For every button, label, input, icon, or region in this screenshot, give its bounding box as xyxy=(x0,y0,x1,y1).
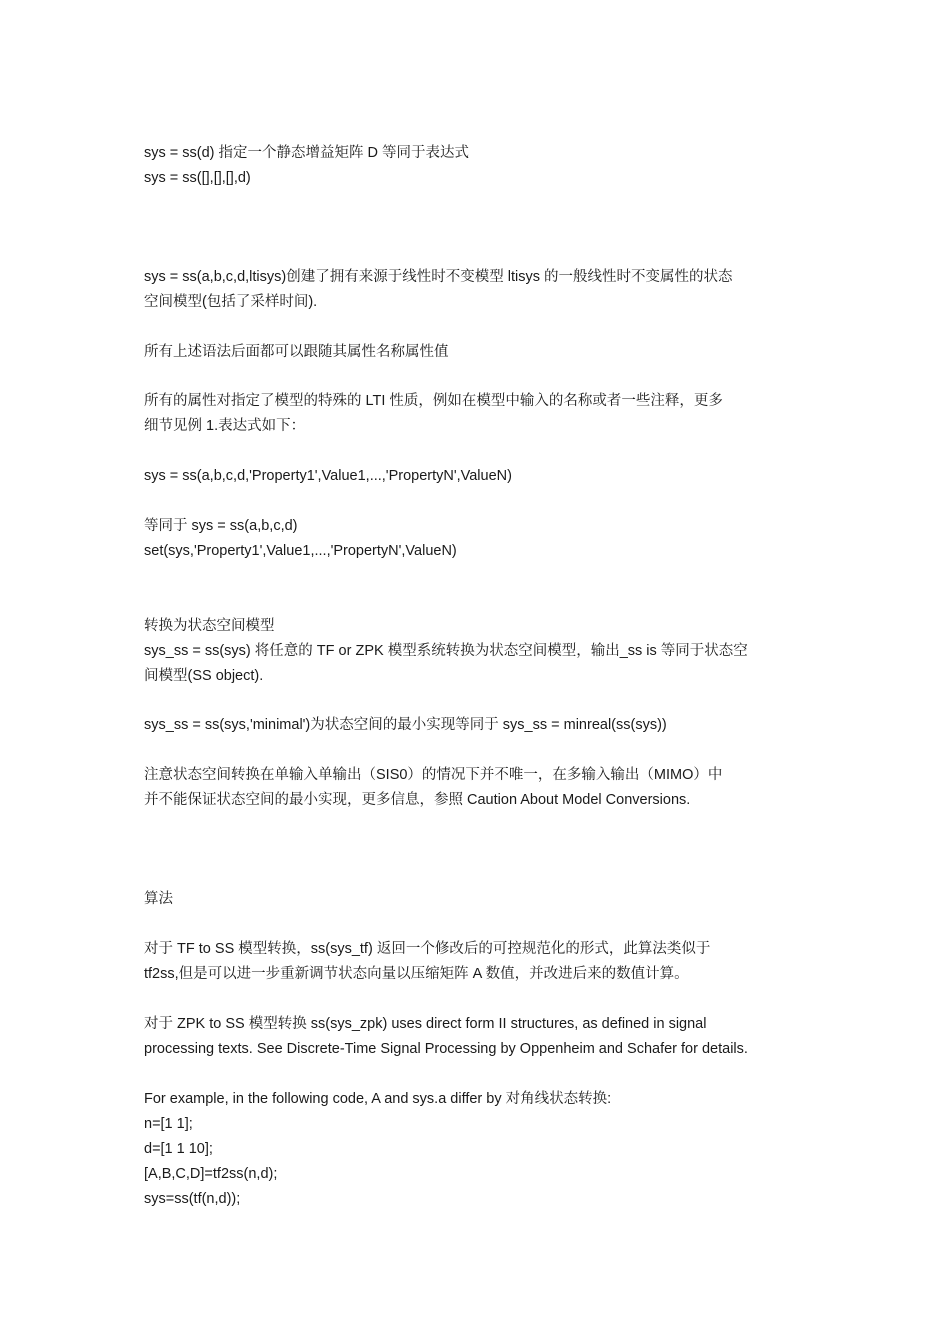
text-line: 细节见例 1.表达式如下： xyxy=(144,418,306,434)
text-line: 空间模型(包括了采样时间). xyxy=(144,294,318,310)
text-line: sys_ss = ss(sys) 将任意的 TF or ZPK 模型系统转换为状态空间模型，输出_ss is 等同于状态空 xyxy=(144,643,748,659)
code-line: sys = ss(a,b,c,d,'Property1',Value1,...,'PropertyN',ValueN) xyxy=(144,468,512,484)
text-line: tf2ss,但是可以进一步重新调节状态向量以压缩矩阵 A 数值，并改进后来的数值计算。 xyxy=(144,966,689,982)
text-line: 对于 ZPK to SS 模型转换 ss(sys_zpk) uses direct form II structures, as defined in signal xyxy=(144,1016,707,1032)
code-line: sys = ss([],[],[],d) xyxy=(144,170,251,186)
text-line: 等同于 sys = ss(a,b,c,d) xyxy=(144,518,298,534)
text-line: sys = ss(a,b,c,d,ltisys)创建了拥有来源于线性时不变模型 ltisys 的一般线性时不变属性的状态 xyxy=(144,269,733,285)
text-line: sys = ss(d) 指定一个静态增益矩阵 D 等同于表达式 xyxy=(144,145,470,161)
text-line: sys_ss = ss(sys,'minimal')为状态空间的最小实现等同于 sys_ss = minreal(ss(sys)) xyxy=(144,717,667,733)
text-line: 对于 TF to SS 模型转换，ss(sys_tf) 返回一个修改后的可控规范化的形式，此算法类似于 xyxy=(144,941,711,957)
text-line: 注意状态空间转换在单输入单输出（SIS0）的情况下并不唯一，在多输入输出（MIMO）中 xyxy=(144,767,723,783)
text-line: processing texts. See Discrete-Time Signal Processing by Oppenheim and Schafer for details. xyxy=(144,1041,748,1057)
section-heading: 转换为状态空间模型 xyxy=(144,618,275,634)
code-line: set(sys,'Property1',Value1,...,'PropertyN',ValueN) xyxy=(144,543,457,559)
text-line: 间模型(SS object). xyxy=(144,668,264,684)
text-line: For example, in the following code, A and sys.a differ by 对角线状态转换: xyxy=(144,1091,612,1107)
code-line: d=[1 1 10]; xyxy=(144,1141,213,1157)
text-line: 所有上述语法后面都可以跟随其属性名称属性值 xyxy=(144,344,449,360)
code-line: sys=ss(tf(n,d)); xyxy=(144,1191,241,1207)
code-line: n=[1 1]; xyxy=(144,1116,193,1132)
text-line: 所有的属性对指定了模型的特殊的 LTI 性质，例如在模型中输入的名称或者一些注释，更多 xyxy=(144,393,723,409)
code-line: [A,B,C,D]=tf2ss(n,d); xyxy=(144,1166,278,1182)
text-line: 并不能保证状态空间的最小实现，更多信息，参照 Caution About Model Conversions. xyxy=(144,792,691,808)
section-heading: 算法 xyxy=(144,891,173,907)
